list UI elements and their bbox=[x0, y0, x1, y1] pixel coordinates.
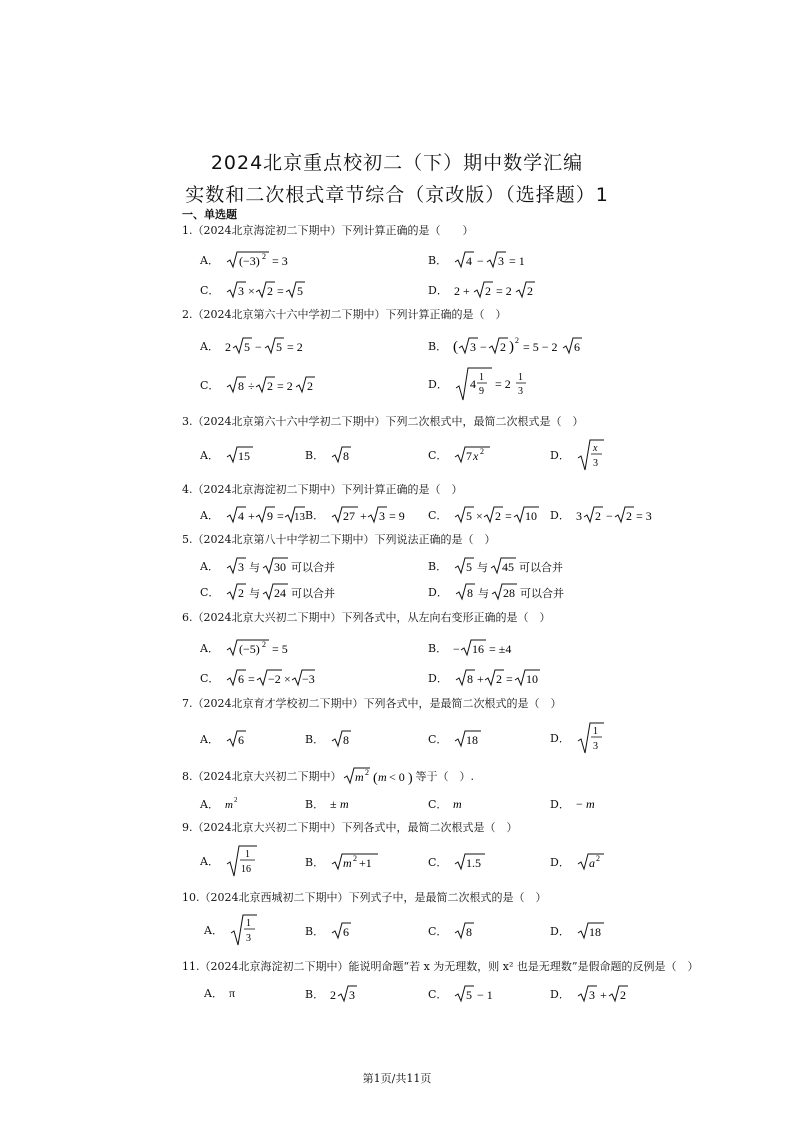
q2-option-a bbox=[200, 336, 315, 356]
svg-text:2: 2 bbox=[307, 379, 314, 393]
svg-text:= 2: = 2 bbox=[286, 340, 303, 354]
svg-text:+1: +1 bbox=[359, 856, 372, 870]
q2-option-d bbox=[428, 366, 534, 402]
svg-text:5: 5 bbox=[466, 509, 473, 523]
q5-option-a bbox=[200, 556, 343, 576]
svg-text:): ) bbox=[509, 339, 515, 355]
q6-option-d bbox=[428, 668, 540, 688]
q3-option-c bbox=[428, 445, 493, 465]
math-expression bbox=[454, 280, 538, 300]
option-mark: C． bbox=[200, 586, 220, 599]
q11-option-d bbox=[550, 984, 630, 1004]
svg-text:1: 1 bbox=[244, 849, 250, 860]
q9-option-a bbox=[200, 844, 259, 878]
svg-text:3: 3 bbox=[592, 458, 598, 469]
svg-text:3: 3 bbox=[588, 988, 595, 1002]
svg-text:2: 2 bbox=[224, 340, 231, 354]
option-mark: A． bbox=[200, 855, 219, 868]
svg-text:2: 2 bbox=[233, 796, 238, 804]
svg-text:m: m bbox=[377, 770, 387, 784]
option-mark: D． bbox=[550, 988, 570, 1001]
q1-option-c bbox=[200, 280, 305, 300]
question-4-stem: 4.（2024北京海淀初二下期中）下列计算正确的是（ ） bbox=[182, 483, 463, 496]
svg-text:与: 与 bbox=[248, 561, 260, 574]
svg-text:8: 8 bbox=[466, 925, 473, 939]
option-mark: A． bbox=[204, 987, 223, 1000]
math-expression bbox=[330, 921, 354, 941]
svg-text:m: m bbox=[224, 799, 233, 811]
svg-text:< 0: < 0 bbox=[388, 770, 405, 784]
math-expression bbox=[225, 505, 305, 525]
svg-text:−: − bbox=[477, 254, 484, 268]
q10-option-b bbox=[305, 921, 354, 941]
math-expression bbox=[576, 505, 650, 525]
q7-option-a bbox=[200, 729, 249, 749]
svg-text:2: 2 bbox=[500, 340, 507, 354]
svg-text:+: + bbox=[247, 509, 255, 523]
svg-text:28: 28 bbox=[502, 586, 515, 600]
svg-text:2: 2 bbox=[625, 509, 632, 523]
svg-text:− 1: − 1 bbox=[477, 988, 494, 1002]
option-mark: B． bbox=[305, 449, 325, 462]
q7-option-b bbox=[305, 729, 354, 749]
svg-text:÷: ÷ bbox=[248, 379, 256, 393]
svg-text:24: 24 bbox=[274, 586, 287, 600]
q4-option-d bbox=[550, 505, 650, 525]
svg-text:±: ± bbox=[330, 797, 337, 811]
svg-text:13: 13 bbox=[293, 511, 305, 523]
question-5-stem: 5.（2024北京第八十中学初二下期中）下列说法正确的是（ ） bbox=[182, 533, 496, 546]
math-expression bbox=[454, 582, 572, 602]
option-mark: B． bbox=[305, 733, 325, 746]
option-mark: B． bbox=[305, 798, 325, 811]
option-mark: B． bbox=[305, 988, 325, 1001]
q11-option-c bbox=[428, 984, 499, 1004]
q4-option-c bbox=[428, 505, 539, 525]
math-expression bbox=[225, 844, 259, 878]
math-expression bbox=[453, 556, 571, 576]
svg-text:4: 4 bbox=[469, 377, 476, 391]
svg-text:=: = bbox=[277, 284, 285, 298]
svg-text:= 5: = 5 bbox=[271, 642, 288, 656]
option-mark: D． bbox=[428, 284, 448, 297]
svg-text:a: a bbox=[588, 856, 595, 870]
svg-text:=: = bbox=[505, 672, 513, 686]
svg-text:m: m bbox=[585, 797, 595, 811]
q7-option-c bbox=[428, 729, 483, 749]
option-mark: D． bbox=[550, 856, 570, 869]
svg-text:与: 与 bbox=[477, 587, 489, 600]
question-7-stem: 7.（2024北京育才学校初二下期中）下列各式中，是最简二次根式的是（ ） bbox=[182, 697, 562, 710]
math-expression bbox=[453, 505, 539, 525]
svg-text:9: 9 bbox=[266, 509, 273, 523]
svg-text:2: 2 bbox=[364, 768, 369, 777]
q3-option-b bbox=[305, 445, 354, 465]
q8-option-c bbox=[428, 795, 473, 813]
question-8-suffix: 等于（ ）. bbox=[415, 770, 474, 783]
svg-text:1: 1 bbox=[517, 372, 523, 383]
svg-text:1.5: 1.5 bbox=[466, 856, 482, 870]
math-expression bbox=[330, 445, 354, 465]
math-expression bbox=[453, 250, 533, 270]
svg-text:可以合并: 可以合并 bbox=[290, 561, 335, 574]
svg-text:×: × bbox=[284, 672, 292, 686]
option-mark: C． bbox=[428, 449, 448, 462]
option-mark: B． bbox=[305, 925, 325, 938]
q5-option-c bbox=[200, 582, 343, 602]
q9-option-d bbox=[550, 852, 606, 872]
math-expression bbox=[330, 852, 380, 872]
option-mark: C． bbox=[428, 925, 448, 938]
q5-option-d bbox=[428, 582, 572, 602]
math-expression bbox=[229, 913, 259, 947]
option-mark: A． bbox=[200, 642, 219, 655]
option-mark: A． bbox=[200, 509, 219, 522]
q10-option-a bbox=[204, 913, 259, 947]
svg-text:2: 2 bbox=[526, 284, 533, 298]
svg-text:2: 2 bbox=[619, 988, 626, 1002]
option-mark: A． bbox=[204, 924, 223, 937]
math-expression bbox=[225, 638, 295, 658]
q2-option-c bbox=[200, 375, 315, 395]
svg-text:与: 与 bbox=[477, 561, 489, 574]
question-9-stem: 9.（2024北京大兴初二下期中）下列各式中，最简二次根式是（ ） bbox=[182, 821, 518, 834]
svg-text:2: 2 bbox=[495, 509, 502, 523]
svg-text:−: − bbox=[480, 340, 487, 354]
svg-text:6: 6 bbox=[574, 340, 581, 354]
svg-text:27: 27 bbox=[343, 509, 356, 523]
option-mark: B． bbox=[305, 509, 325, 522]
math-expression bbox=[330, 795, 360, 813]
q3-option-a bbox=[200, 445, 255, 465]
q8-option-a bbox=[200, 795, 249, 813]
svg-text:5: 5 bbox=[297, 284, 304, 298]
svg-text:2: 2 bbox=[261, 252, 266, 261]
math-expression bbox=[330, 984, 360, 1004]
svg-text:1: 1 bbox=[592, 726, 598, 737]
svg-text:(: ( bbox=[453, 339, 459, 355]
section-heading: 一、单选题 bbox=[182, 208, 237, 221]
svg-text:=: = bbox=[505, 509, 513, 523]
svg-text:8: 8 bbox=[343, 449, 350, 463]
math-expression bbox=[576, 438, 606, 472]
svg-text:2: 2 bbox=[238, 586, 245, 600]
svg-text:5: 5 bbox=[243, 340, 250, 354]
svg-text:2: 2 bbox=[267, 284, 274, 298]
svg-text:=: = bbox=[276, 509, 284, 523]
option-mark: A． bbox=[200, 340, 219, 353]
q9-option-c bbox=[428, 852, 487, 872]
q11-option-a bbox=[204, 984, 245, 1002]
svg-text:3: 3 bbox=[238, 284, 245, 298]
svg-text:= 9: = 9 bbox=[389, 509, 405, 523]
svg-text:3: 3 bbox=[592, 741, 598, 752]
svg-text:4: 4 bbox=[237, 509, 244, 523]
doc-title-line1: 2024北京重点校初二（下）期中数学汇编 bbox=[210, 152, 584, 174]
svg-text:2: 2 bbox=[595, 854, 600, 863]
svg-text:3: 3 bbox=[245, 933, 251, 944]
math-expression bbox=[576, 795, 606, 813]
svg-text:= ±4: = ±4 bbox=[489, 642, 512, 656]
svg-text:2: 2 bbox=[594, 509, 601, 523]
math-expression bbox=[330, 729, 354, 749]
svg-text:15: 15 bbox=[237, 449, 250, 463]
svg-text:): ) bbox=[407, 771, 413, 786]
svg-text:= 1: = 1 bbox=[509, 254, 525, 268]
q8-option-b bbox=[305, 795, 360, 813]
svg-text:可以合并: 可以合并 bbox=[519, 561, 564, 574]
q7-option-d bbox=[550, 721, 606, 755]
svg-text:3: 3 bbox=[349, 988, 356, 1002]
svg-text:×: × bbox=[248, 284, 256, 298]
q11-option-b bbox=[305, 984, 360, 1004]
option-mark: D． bbox=[428, 378, 448, 391]
svg-text:16: 16 bbox=[240, 864, 251, 875]
option-mark: C． bbox=[200, 284, 220, 297]
svg-text:x: x bbox=[473, 449, 479, 463]
math-expression bbox=[453, 334, 593, 358]
svg-text:8: 8 bbox=[466, 672, 473, 686]
svg-text:m: m bbox=[343, 856, 352, 870]
svg-text:−: − bbox=[605, 509, 613, 523]
question-8-stem bbox=[182, 766, 474, 786]
svg-text:8: 8 bbox=[343, 733, 350, 747]
option-mark: B． bbox=[428, 560, 448, 573]
q1-option-d bbox=[428, 280, 538, 300]
svg-text:6: 6 bbox=[238, 672, 245, 686]
option-mark: D． bbox=[550, 449, 570, 462]
svg-text:−2: −2 bbox=[268, 672, 282, 686]
page-footer: 第1页/共11页 bbox=[362, 1072, 432, 1085]
q4-option-b bbox=[305, 505, 406, 525]
svg-text:x: x bbox=[592, 443, 598, 454]
svg-text:+: + bbox=[599, 988, 607, 1002]
svg-text:18: 18 bbox=[588, 925, 601, 939]
svg-text:3: 3 bbox=[470, 340, 477, 354]
option-mark: A． bbox=[200, 449, 219, 462]
math-expression bbox=[453, 852, 487, 872]
svg-text:3: 3 bbox=[517, 386, 523, 397]
math-expression bbox=[225, 729, 249, 749]
svg-text:45: 45 bbox=[502, 560, 515, 574]
svg-text:可以合并: 可以合并 bbox=[291, 587, 336, 600]
svg-text:可以合并: 可以合并 bbox=[519, 587, 564, 600]
svg-text:m: m bbox=[354, 770, 364, 784]
q1-option-a bbox=[200, 250, 295, 270]
svg-text:(−3): (−3) bbox=[238, 254, 260, 268]
math-expression bbox=[225, 250, 295, 270]
question-10-stem: 10.（2024北京西城初二下期中）下列式子中，是最简二次根式的是（ ） bbox=[182, 891, 547, 904]
question-8-math bbox=[342, 766, 416, 786]
option-mark: B． bbox=[305, 856, 325, 869]
svg-text:−: − bbox=[575, 797, 583, 811]
option-mark: B． bbox=[428, 340, 448, 353]
option-mark: C． bbox=[200, 379, 220, 392]
q1-option-b bbox=[428, 250, 533, 270]
option-mark: D． bbox=[550, 798, 570, 811]
math-expression bbox=[453, 921, 477, 941]
svg-text:16: 16 bbox=[472, 642, 485, 656]
math-expression bbox=[576, 921, 606, 941]
math-expression bbox=[454, 366, 534, 402]
svg-text:−: − bbox=[254, 340, 262, 354]
option-mark: D． bbox=[550, 925, 570, 938]
q2-option-b bbox=[428, 334, 593, 358]
svg-text:m: m bbox=[453, 797, 463, 811]
svg-text:10: 10 bbox=[525, 509, 538, 523]
svg-text:π: π bbox=[228, 986, 236, 1000]
q6-option-c bbox=[200, 668, 315, 688]
svg-text:3: 3 bbox=[575, 509, 582, 523]
math-expression bbox=[225, 280, 305, 300]
svg-text:2: 2 bbox=[261, 640, 266, 649]
q8-option-d bbox=[550, 795, 606, 813]
question-6-stem: 6.（2024北京大兴初二下期中）下列各式中，从左向右变形正确的是（ ） bbox=[182, 611, 551, 624]
math-expression bbox=[225, 795, 249, 813]
option-mark: A． bbox=[200, 798, 219, 811]
svg-text:6: 6 bbox=[237, 733, 244, 747]
q6-option-a bbox=[200, 638, 295, 658]
svg-text:与: 与 bbox=[249, 587, 261, 600]
math-expression bbox=[225, 375, 315, 395]
math-expression bbox=[453, 795, 473, 813]
svg-text:2 +: 2 + bbox=[453, 284, 470, 298]
svg-text:10: 10 bbox=[525, 672, 538, 686]
svg-text:3: 3 bbox=[237, 560, 244, 574]
q10-option-c bbox=[428, 921, 477, 941]
svg-text:2: 2 bbox=[267, 379, 274, 393]
svg-text:+: + bbox=[360, 509, 367, 523]
svg-text:5: 5 bbox=[275, 340, 282, 354]
option-mark: A． bbox=[200, 254, 219, 267]
question-2-stem: 2.（2024北京第六十六中学初二下期中）下列计算正确的是（ ） bbox=[182, 308, 507, 321]
math-expression bbox=[453, 984, 499, 1004]
svg-text:2: 2 bbox=[353, 854, 358, 863]
option-mark: C． bbox=[428, 509, 448, 522]
option-mark: D． bbox=[428, 586, 448, 599]
svg-text:=: = bbox=[248, 672, 256, 686]
math-expression bbox=[225, 582, 343, 602]
option-mark: A． bbox=[200, 733, 219, 746]
math-expression bbox=[453, 729, 483, 749]
svg-text:= 3: = 3 bbox=[635, 509, 652, 523]
q4-option-a bbox=[200, 505, 305, 525]
math-expression bbox=[225, 668, 315, 688]
math-expression bbox=[453, 445, 493, 465]
svg-text:(: ( bbox=[372, 771, 378, 786]
doc-title-line2: 实数和二次根式章节综合（京改版）（选择题）1 bbox=[185, 184, 609, 206]
option-mark: B． bbox=[428, 254, 448, 267]
question-8-prefix: 8.（2024北京大兴初二下期中） bbox=[182, 770, 342, 783]
option-mark: C． bbox=[428, 988, 448, 1001]
math-expression bbox=[330, 505, 406, 525]
option-mark: C． bbox=[200, 672, 220, 685]
svg-text:3: 3 bbox=[379, 509, 386, 523]
svg-text:= 2: = 2 bbox=[277, 379, 294, 393]
svg-text:6: 6 bbox=[343, 925, 350, 939]
q6-option-b bbox=[428, 638, 523, 658]
svg-text:9: 9 bbox=[478, 386, 484, 397]
q5-option-b bbox=[428, 556, 571, 576]
math-expression bbox=[576, 852, 606, 872]
option-mark: C． bbox=[428, 798, 448, 811]
svg-text:4: 4 bbox=[466, 254, 473, 268]
svg-text:30: 30 bbox=[273, 560, 286, 574]
svg-text:+: + bbox=[476, 672, 484, 686]
question-1-stem: 1.（2024北京海淀初二下期中）下列计算正确的是（ ） bbox=[182, 224, 474, 237]
math-expression bbox=[576, 721, 606, 755]
question-3-stem: 3.（2024北京第六十六中学初二下期中）下列二次根式中，最简二次根式是（ ） bbox=[182, 415, 584, 428]
math-expression bbox=[225, 336, 315, 356]
svg-text:8: 8 bbox=[466, 586, 473, 600]
svg-text:2: 2 bbox=[495, 672, 502, 686]
svg-text:7: 7 bbox=[466, 449, 473, 463]
svg-text:m: m bbox=[340, 797, 349, 811]
svg-text:1: 1 bbox=[245, 918, 251, 929]
svg-text:3: 3 bbox=[498, 254, 505, 268]
option-mark: D． bbox=[550, 732, 570, 745]
option-mark: A． bbox=[200, 560, 219, 573]
svg-text:1: 1 bbox=[478, 372, 484, 383]
question-11-stem: 11.（2024北京海淀初二下期中）能说明命题“若 x 为无理数，则 x² 也是无理数”是假命题的反例是（ ） bbox=[182, 960, 699, 973]
svg-text:−: − bbox=[453, 642, 460, 656]
math-expression bbox=[225, 445, 255, 465]
svg-text:2: 2 bbox=[480, 447, 485, 456]
q10-option-d bbox=[550, 921, 606, 941]
svg-text:2: 2 bbox=[330, 988, 337, 1002]
option-mark: D． bbox=[550, 509, 570, 522]
svg-text:×: × bbox=[476, 509, 484, 523]
svg-text:5: 5 bbox=[466, 560, 473, 574]
option-mark: D． bbox=[428, 672, 448, 685]
svg-text:= 2: = 2 bbox=[495, 284, 512, 298]
option-mark: C． bbox=[428, 856, 448, 869]
option-mark: C． bbox=[428, 733, 448, 746]
math-expression bbox=[229, 984, 245, 1002]
option-mark: B． bbox=[428, 642, 448, 655]
svg-text:18: 18 bbox=[466, 733, 479, 747]
q3-option-d bbox=[550, 438, 606, 472]
q9-option-b bbox=[305, 852, 380, 872]
svg-text:= 2: = 2 bbox=[494, 377, 511, 391]
svg-text:2: 2 bbox=[484, 284, 491, 298]
svg-text:−3: −3 bbox=[302, 672, 316, 686]
svg-text:= 3: = 3 bbox=[271, 254, 288, 268]
math-expression bbox=[576, 984, 630, 1004]
svg-text:2: 2 bbox=[515, 336, 520, 345]
svg-text:(−5): (−5) bbox=[238, 642, 260, 656]
math-expression bbox=[225, 556, 343, 576]
math-expression bbox=[453, 638, 523, 658]
math-expression bbox=[454, 668, 540, 688]
svg-text:5: 5 bbox=[466, 988, 473, 1002]
svg-text:8: 8 bbox=[238, 379, 245, 393]
svg-text:= 5 − 2: = 5 − 2 bbox=[523, 340, 558, 354]
